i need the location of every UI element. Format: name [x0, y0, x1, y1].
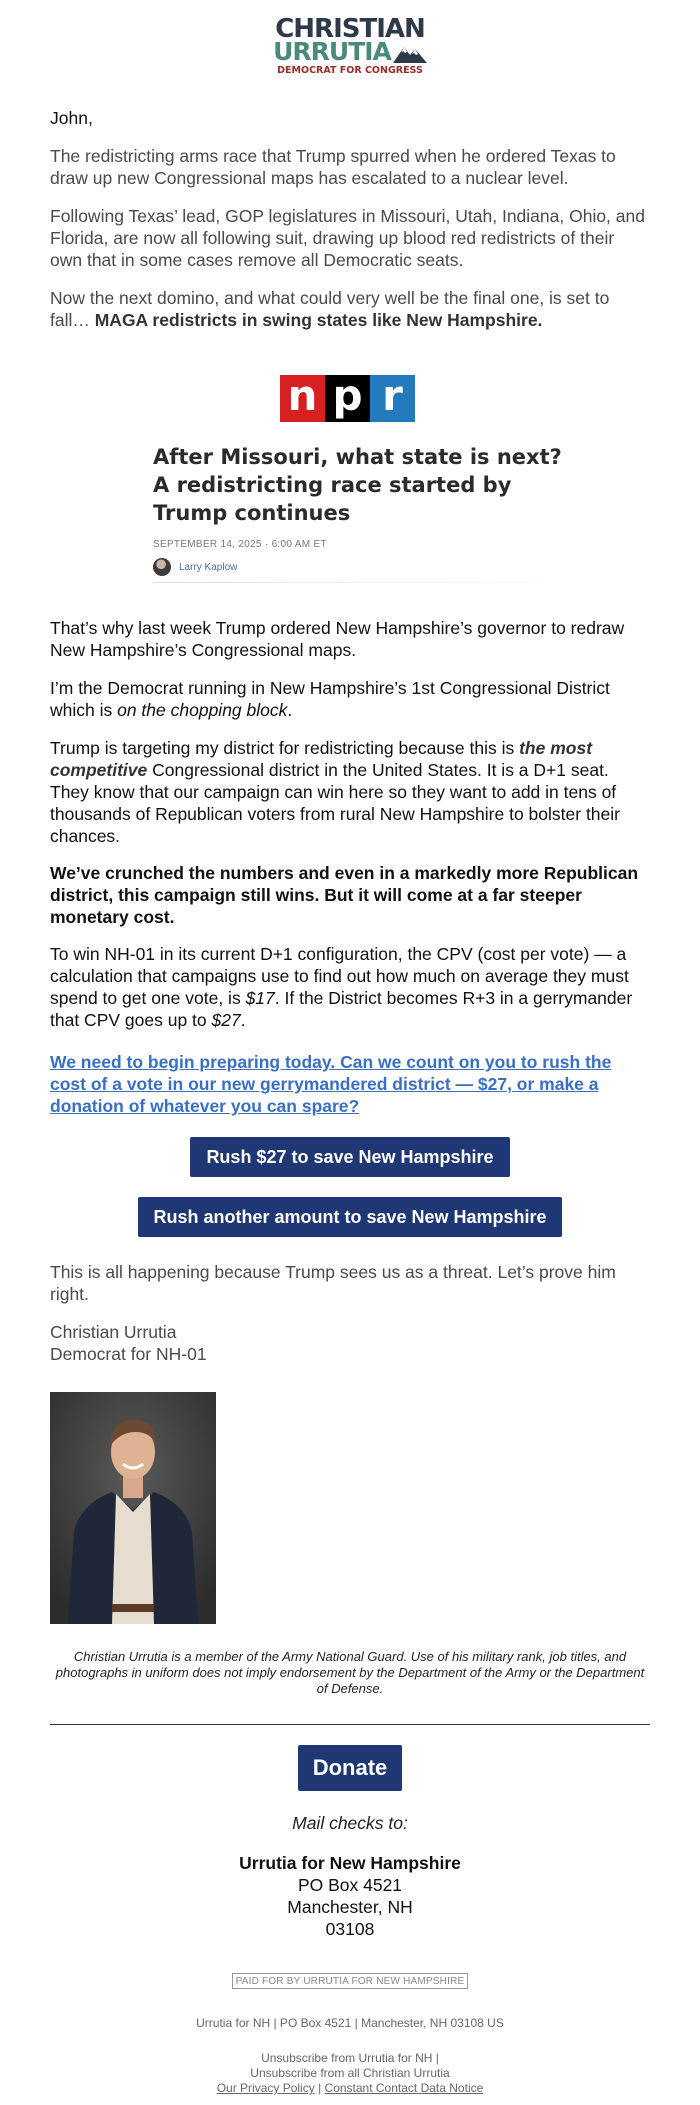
logo-last-name-row	[273, 37, 427, 66]
footer-links	[50, 2081, 650, 2096]
npr-logo	[280, 370, 415, 422]
paragraph-6-end: Congressional district in the United States. It is a D+1 seat. They know that our campaign can win here so they want to add in tens of thousands of Republican voters from rural New Hampshire to bolster their chances.	[50, 760, 620, 846]
rush-other-amount-button[interactable]: Rush another amount to save New Hampshire	[138, 1197, 562, 1237]
unsubscribe-link[interactable]: Unsubscribe from Urrutia for NH |	[261, 2051, 439, 2065]
divider	[50, 1724, 650, 1725]
mail-heading: Mail checks to:	[292, 1813, 408, 1833]
article-title: After Missouri, what state is next? A redistricting race started by Trump continues	[153, 445, 562, 525]
article-date: SEPTEMBER 14, 2025 · 6:00 AM ET	[153, 539, 327, 550]
footer-address: Urrutia for NH | PO Box 4521 | Manchester, NH 03108 US	[196, 2016, 504, 2030]
paragraph-3-bold: MAGA redistricts in swing states like New Hampshire.	[94, 310, 543, 330]
paragraph-3-text: Now the next domino, and what could very well be the final one, is set to fall…	[50, 288, 610, 330]
mail-po-box: PO Box 4521	[297, 1875, 403, 1895]
constant-contact-link[interactable]: Constant Contact Data Notice	[324, 2081, 484, 2095]
article-author	[153, 558, 573, 576]
author-avatar	[153, 558, 171, 576]
signature-name: Christian Urrutia	[50, 1322, 177, 1342]
paragraph-6-bold-italic: the most competitive	[50, 738, 593, 780]
logo-tagline: DEMOCRAT FOR CONGRESS	[277, 65, 423, 76]
paragraph-5-italic: on the chopping block	[117, 700, 288, 720]
npr-letter-r: r	[370, 375, 415, 422]
paragraph-8-end: .	[240, 1010, 246, 1030]
mail-payee: Urrutia for New Hampshire	[239, 1853, 461, 1873]
cpv-current: $17	[245, 988, 275, 1008]
paragraph-9: This is all happening because Trump sees us as a threat. Let’s prove him right.	[50, 1262, 616, 1304]
logo-last-name: URRUTIA	[273, 37, 391, 66]
cta-paragraph	[50, 1051, 650, 1117]
mail-zip: 03108	[325, 1919, 375, 1939]
privacy-policy-link[interactable]: Our Privacy Policy	[216, 2081, 315, 2095]
paragraph-7: We’ve crunched the numbers and even in a markedly more Republican district, this campaign still wins. But it will come at a far steeper monetary cost.	[50, 863, 639, 927]
paragraph-2: Following Texas’ lead, GOP legislatures in Missouri, Utah, Indiana, Ohio, and Florida, are now all following suit, drawing up blood red redistricts of their own that in some cases remove all Democratic seats.	[50, 206, 645, 270]
donate-cta-link[interactable]: We need to begin preparing today. Can we count on you to rush the cost of a vote in our new gerrymandered district — $27, or make a donation of whatever you can spare?	[50, 1052, 612, 1116]
mail-city: Manchester, NH	[287, 1897, 413, 1917]
candidate-photo	[50, 1392, 216, 1624]
footer-separator: |	[314, 2081, 325, 2095]
article-card[interactable]	[153, 443, 573, 583]
rush-27-button[interactable]: Rush $27 to save New Hampshire	[190, 1137, 510, 1177]
paid-for-box: PAID FOR BY URRUTIA FOR NEW HAMPSHIRE	[232, 1973, 468, 1989]
paragraph-5-text: I’m the Democrat running in New Hampshire’s 1st Congressional District which is	[50, 678, 610, 720]
military-disclaimer: Christian Urrutia is a member of the Army National Guard. Use of his military rank, job titles, and photographs in uniform does not imply endorsement by the Department of the Army or the Department of Defense.	[55, 1649, 645, 1696]
paragraph-5-end: .	[287, 700, 293, 720]
cpv-gerrymandered: $27	[211, 1010, 241, 1030]
mountain-icon	[393, 43, 427, 63]
logo-first-name: CHRISTIAN	[275, 14, 425, 44]
paragraph-1: The redistricting arms race that Trump spurred when he ordered Texas to draw up new Congressional maps has escalated to a nuclear level.	[50, 146, 616, 188]
greeting: John,	[50, 108, 93, 128]
campaign-logo	[50, 14, 650, 77]
paragraph-3	[50, 287, 650, 331]
paragraph-8-mid: . If the District becomes R+3 in a gerrymander that CPV goes up to	[50, 988, 633, 1030]
npr-letter-p: p	[325, 375, 370, 422]
paragraph-8-text: To win NH-01 in its current D+1 configuration, the CPV (cost per vote) — a calculation that campaigns use to find out how much on average they must spend to get one vote, is	[50, 944, 629, 1008]
author-name: Larry Kaplow	[179, 561, 238, 573]
article-divider	[153, 582, 573, 583]
signature-title: Democrat for NH-01	[50, 1344, 207, 1364]
paragraph-6	[50, 737, 650, 847]
unsubscribe-all-link[interactable]: Unsubscribe from all Christian Urrutia	[250, 2066, 450, 2080]
npr-letter-n: n	[280, 375, 325, 422]
paragraph-6-text: Trump is targeting my district for redistricting because this is	[50, 738, 520, 758]
paragraph-5	[50, 677, 650, 721]
paragraph-4: That’s why last week Trump ordered New Hampshire’s governor to redraw New Hampshire’s Congressional maps.	[50, 618, 625, 660]
donate-button[interactable]: Donate	[298, 1745, 402, 1791]
paragraph-8	[50, 943, 650, 1031]
